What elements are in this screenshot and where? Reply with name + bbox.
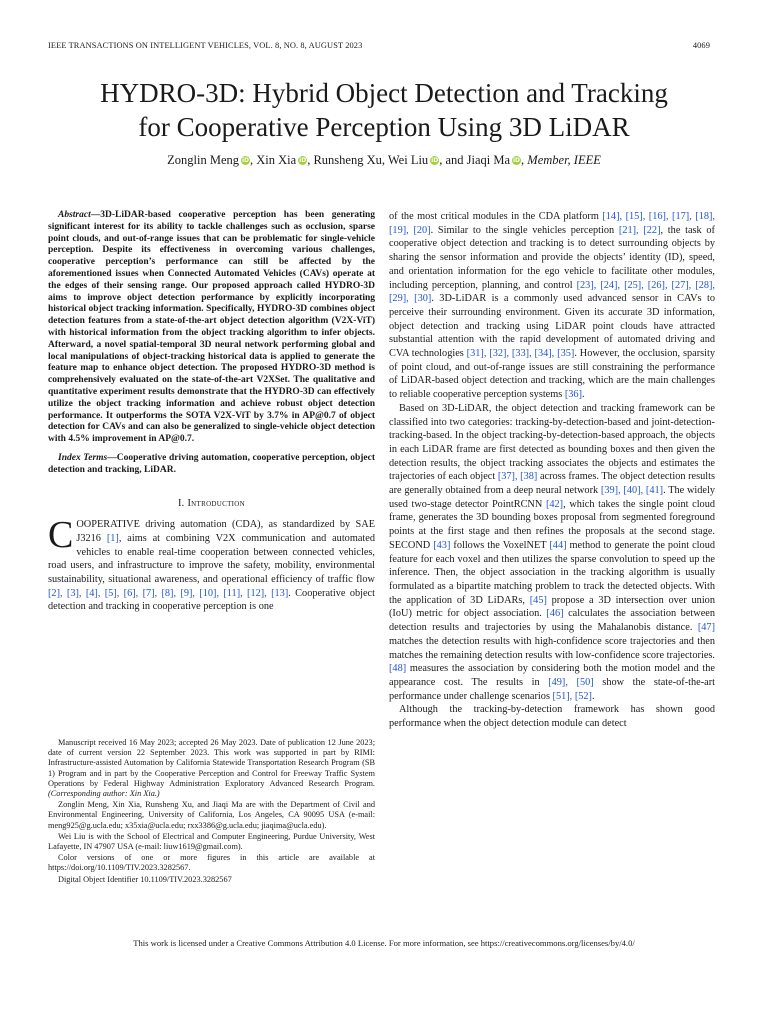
citation-link[interactable]: [47] bbox=[697, 622, 715, 634]
orcid-icon[interactable]: iD bbox=[299, 157, 307, 164]
footnote-doi: Digital Object Identifier 10.1109/TIV.2023.3282567 bbox=[58, 874, 232, 884]
citation-link[interactable]: [23], [24], [25], [26], [27], [28], [29], [30] bbox=[389, 279, 715, 305]
paper-title bbox=[30, 76, 738, 144]
citation-link[interactable]: [48] bbox=[389, 663, 407, 675]
citation-link[interactable]: [44] bbox=[549, 539, 567, 551]
citation-link[interactable]: [42] bbox=[545, 498, 564, 510]
citation-link[interactable]: [49], [50] bbox=[548, 676, 594, 688]
title-line-2: for Cooperative Perception Using 3D LiDAR bbox=[138, 112, 630, 142]
index-terms bbox=[48, 453, 375, 477]
author-1: Zonglin Meng bbox=[167, 153, 239, 167]
body-paragraph: of the most critical modules in the CDA platform [14], [15], [16], [17], [18], [19], [20]. Similar to the single vehicles perception [21], [22], the task of cooperative object detection and tracking is to detect surrounding objects by sharing the sensor information and provide the objects’ identity (ID), speed, and orientation information for the ego vehicle to facilitate other modules, including perception, planning, and control [23], [24], [25], [26], [27], [28], [29], [30]. 3D-LiDAR is a commonly used advanced sensor in CAVs to perceive their surrounding environment. Given its accurate 3D information, object detection and tracking using LiDAR point clouds have attracted substantial attention with the rapid development of automated driving and CVA technologies [31], [32], [33], [34], [35]. However, the occlusion, sparsity of point cloud, and out-of-range issues are still constraining the performance of LiDAR-based object detection and tracking, which are the main challenges to reliable cooperative perception systems [36]. bbox=[389, 211, 715, 401]
citation-link[interactable]: [21], [22] bbox=[618, 224, 661, 236]
abstract-label: Abstract bbox=[58, 210, 91, 220]
author-membership: Member, IEEE bbox=[527, 153, 601, 167]
orcid-icon[interactable]: iD bbox=[431, 157, 439, 164]
footnote-manuscript: Manuscript received 16 May 2023; accepted 26 May 2023. Date of publication 12 June 2023; date of current version 22 September 2023. This work was supported in part by RIMI: Infrastructure-assisted Automation by California Statewide Transportation Research Program (SB 1) Program and in part by the Cooperative Perception and Control for Freeway Traffic System Operations by Federal Highway Administration Exploratory Advanced Research Program. (Corresponding author: Xin Xia.) bbox=[48, 738, 375, 799]
intro-first-word: OOPERATIVE bbox=[76, 519, 140, 531]
citation-link[interactable]: [2], [3], [4], [5], [6], [7], [8], [9], [10], [11], [12], [13] bbox=[48, 587, 289, 599]
orcid-icon[interactable]: iD bbox=[241, 157, 250, 164]
drop-cap: C bbox=[48, 514, 74, 557]
running-header bbox=[48, 41, 710, 53]
section-heading: I. Introduction bbox=[177, 497, 246, 509]
title-line-1: HYDRO-3D: Hybrid Object Detection and Tracking bbox=[100, 78, 668, 108]
abstract bbox=[48, 210, 375, 446]
citation-link[interactable]: [43] bbox=[433, 539, 451, 551]
body-paragraph: Although the tracking-by-detection framework has shown good performance when the object detection module can detect bbox=[389, 704, 715, 730]
footnote-affiliation-1: Zonglin Meng, Xin Xia, Runsheng Xu, and Jiaqi Ma are with the Department of Civil and Environmental Engineering, University of California, Los Angeles, CA 90095 USA (e-mail: meng925@g.ucla.edu; x35xia@ucla.edu; rxx3386@g.ucla.edu; jiaqima@ucla.edu). bbox=[48, 800, 375, 830]
left-column bbox=[48, 210, 375, 614]
citation-link[interactable]: [1] bbox=[106, 532, 119, 544]
citation-link[interactable]: [39], [40], [41] bbox=[600, 485, 664, 497]
abstract-text: —3D-LiDAR-based cooperative perception has been generating significant interest for its ability to tackle challenges such as occlusion, sparse point clouds, and out-of-range issues that can be problematic for single-vehicle perception. Despite its effectiveness in overcoming various challenges, cooperative perception’s performance can still be affected by the aforementioned issues when Connected Automated Vehicles (CAVs) operate at the edges of their sensing range. Our proposed approach called HYDRO-3D aims to improve object detection performance by explicitly incorporating historical object tracking information. Specifically, HYDRO-3D combines object detection features from a state-of-the-art object detection algorithm (V2X-ViT) with historical information from the object tracking algorithm to infer objects. Afterward, a novel spatial-temporal 3D neural network performing global and local manipulations of object-tracking historical data is applied to generate the feature map to enhance object detection. The proposed HYDRO-3D method is comprehensively evaluated on the state-of-the-art V2XSet. The qualitative and quantitative experiment results demonstrate that the HYDRO-3D can effectively utilize the object tracking information and achieve robust object detection performance. It outperforms the SOTA V2X-ViT by 3.7% in AP@0.7 of object detection for CAVs and can also be generalized to single-vehicle object detection with 4.5% improvement in AP@0.7. bbox=[48, 210, 375, 445]
author-2: Xin Xia bbox=[256, 153, 297, 167]
citation-link[interactable]: [51], [52] bbox=[552, 690, 592, 702]
journal-name: IEEE TRANSACTIONS ON INTELLIGENT VEHICLES, VOL. 8, NO. 8, AUGUST 2023 bbox=[48, 41, 363, 50]
footnotes bbox=[48, 738, 375, 886]
index-terms-label: Index Terms bbox=[58, 452, 108, 463]
body-paragraph: Based on 3D-LiDAR, the object detection and tracking framework can be classified into two categories: tracking-by-detection-based and joint-detection-tracking-based. In the object tracking-by-detection-based approach, the objects in each LiDAR frame are first detected as bounding boxes and then given the detection results, the object tracking associates the objects and estimates the trajectories of each object [37], [38] across frames. The object detection results are generally obtained from a deep neural network [39], [40], [41]. The widely used two-stage detector PointRCNN [42], which takes the single point cloud frame, generates the 3D bounding boxes proposal from segmented foreground points at the first stage and then refines the proposals at the second stage. SECOND [43] follows the VoxelNET [44] method to generate the point cloud feature for each voxel and then utilizes the sparse convolution to speed up the inference. Then, the object association in the tracking algorithm is usually formulated as a bipartite matching problem to track the detected objects. With the application of 3D LiDARs, [45] propose a 3D intersection over union (IoU) metric for object association. [46] calculates the association between detection results and trajectories by using the Mahalanobis distance. [47] matches the detection results with high-confidence score trajectories and then matches the remaining detection results with low-confidence score trajectories. [48] measures the association by considering both the motion model and the appearance cost. The results in [49], [50] show the state-of-the-art performance under challenge scenarios [51], [52]. bbox=[389, 402, 716, 702]
orcid-icon[interactable]: iD bbox=[513, 157, 521, 164]
citation-link[interactable]: [14], [15], [16], [17], [18], [19], [20] bbox=[389, 211, 715, 236]
right-column bbox=[389, 210, 715, 731]
citation-link[interactable]: [45] bbox=[529, 594, 547, 606]
license-footer: This work is licensed under a Creative Commons Attribution 4.0 License. For more information, see https://creativecommons.org/licenses/by/4.0/ bbox=[133, 938, 635, 948]
intro-paragraph: COOPERATIVE driving automation (CDA), as standardized by SAE J3216 [1], aims at combining V2X communication and automated vehicles to enable real-time cooperation between connected vehicles, road users, and infrastructure to improve the safety, mobility, environmental sustainability, situational awareness, and operational efficiency of traffic flow [2], [3], [4], [5], [6], [7], [8], [9], [10], [11], [12], [13]. Cooperative object detection and tracking in cooperative perception is one bbox=[48, 514, 375, 613]
author-3: Runsheng Xu bbox=[313, 153, 382, 167]
page-number: 4069 bbox=[692, 41, 710, 50]
index-terms-text: —Cooperative driving automation, cooperative perception, object detection and tracking, LiDAR. bbox=[48, 452, 375, 475]
author-4: Wei Liu bbox=[387, 153, 429, 167]
citation-link[interactable]: [37], [38] bbox=[497, 471, 538, 483]
author-5: Jiaqi Ma bbox=[466, 153, 511, 167]
citation-link[interactable]: [46] bbox=[546, 608, 564, 620]
citation-link[interactable]: [36] bbox=[564, 389, 582, 401]
footnote-affiliation-2: Wei Liu is with the School of Electrical and Computer Engineering, Purdue University, West Lafayette, IN 47907 USA (e-mail: liuw1619@gmail.com). bbox=[48, 831, 375, 852]
section-title: Introduction bbox=[187, 497, 246, 509]
citation-link[interactable]: [31], [32], [33], [34], [35] bbox=[466, 348, 575, 360]
author-list: Zonglin Meng iD, Xin Xia iD, Runsheng Xu, Wei Liu iD, and Jiaqi Ma iD, Member, IEEE bbox=[167, 153, 601, 167]
footnote-color-versions: Color versions of one or more figures in this article are available at https://doi.org/10.1109/TIV.2023.3282567. bbox=[48, 853, 375, 873]
